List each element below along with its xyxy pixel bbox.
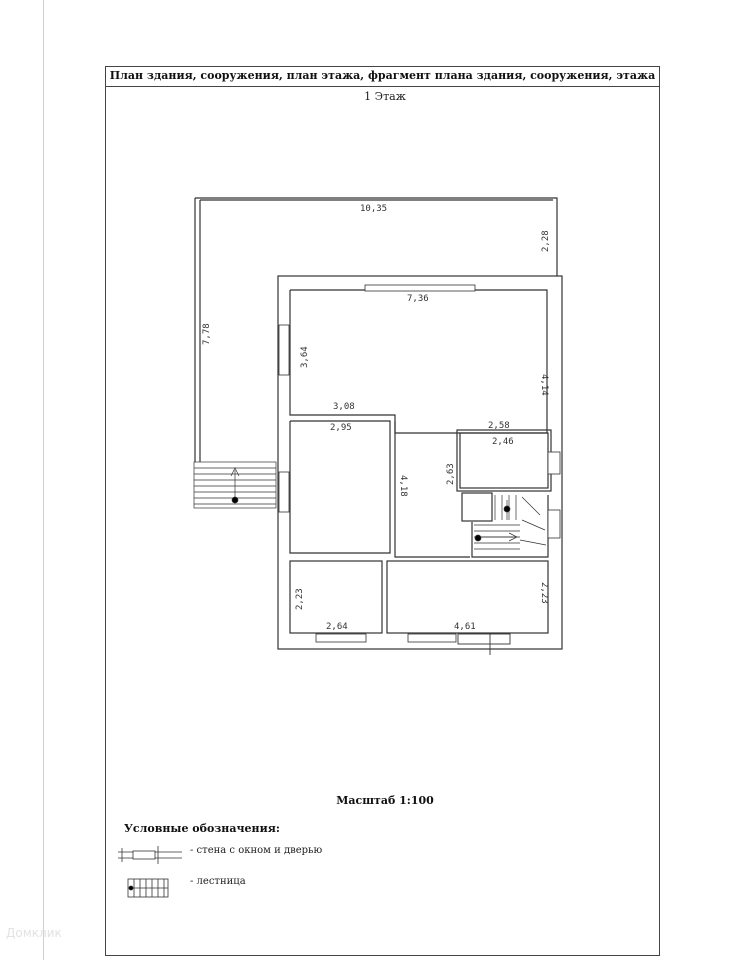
legend-title: Условные обозначения: [124, 822, 280, 835]
dim-room1-width: 7,36 [407, 294, 429, 304]
door-entry [458, 634, 510, 644]
window-top [365, 285, 475, 291]
dim-terrace-depth: 2,28 [541, 230, 551, 252]
dim-room3-depth: 2,23 [295, 588, 305, 610]
stairs-symbol [128, 879, 168, 897]
window-left [279, 325, 289, 375]
inner-stair-landing [504, 506, 510, 512]
dim-outer-width: 10,35 [360, 204, 388, 214]
room2-outline [290, 421, 390, 553]
dim-room1-depth-right: 4,14 [539, 374, 549, 396]
dim-room3-width: 2,64 [326, 622, 348, 632]
building-outline [278, 276, 562, 649]
legend-item-wall-text: - стена с окном и дверью [190, 845, 323, 856]
doors [382, 578, 510, 655]
stairs [194, 462, 546, 549]
dim-bath-top: 2,58 [488, 421, 510, 431]
watermark: Домклик [6, 926, 62, 940]
window-room3 [316, 634, 366, 642]
dim-terrace-length: 7,78 [202, 323, 212, 345]
window-bath [548, 452, 560, 474]
dim-room4-width: 4,61 [454, 622, 476, 632]
dimension-labels [202, 204, 551, 632]
dim-bath-width: 2,46 [492, 437, 514, 447]
window-room4 [408, 634, 456, 642]
inner-stair-start [475, 535, 481, 541]
dim-bath-depth: 2,63 [446, 463, 456, 485]
dim-room2-width: 2,95 [330, 423, 352, 433]
scale-label: Масштаб 1:100 [336, 794, 434, 807]
legend-symbols [118, 846, 182, 897]
dim-room1-depth-left: 3,64 [300, 346, 310, 368]
drawing-title: План здания, сооружения, план этажа, фрагмент плана здания, сооружения, этажа [105, 66, 660, 87]
dim-room2-depth: 4,18 [398, 475, 408, 497]
wall-window-door-symbol [118, 846, 182, 864]
dim-room4-depth: 2,23 [539, 582, 549, 604]
room1-outline [290, 290, 547, 433]
window-room2 [279, 472, 289, 512]
legend-item-stairs-text: - лестница [190, 876, 246, 887]
floor-label: 1 Этаж [364, 90, 406, 103]
stair-box [462, 493, 492, 521]
entry-steps-start [232, 497, 238, 503]
dim-room2-top: 3,08 [333, 402, 355, 412]
windows [279, 285, 560, 642]
window-stair [548, 510, 560, 538]
